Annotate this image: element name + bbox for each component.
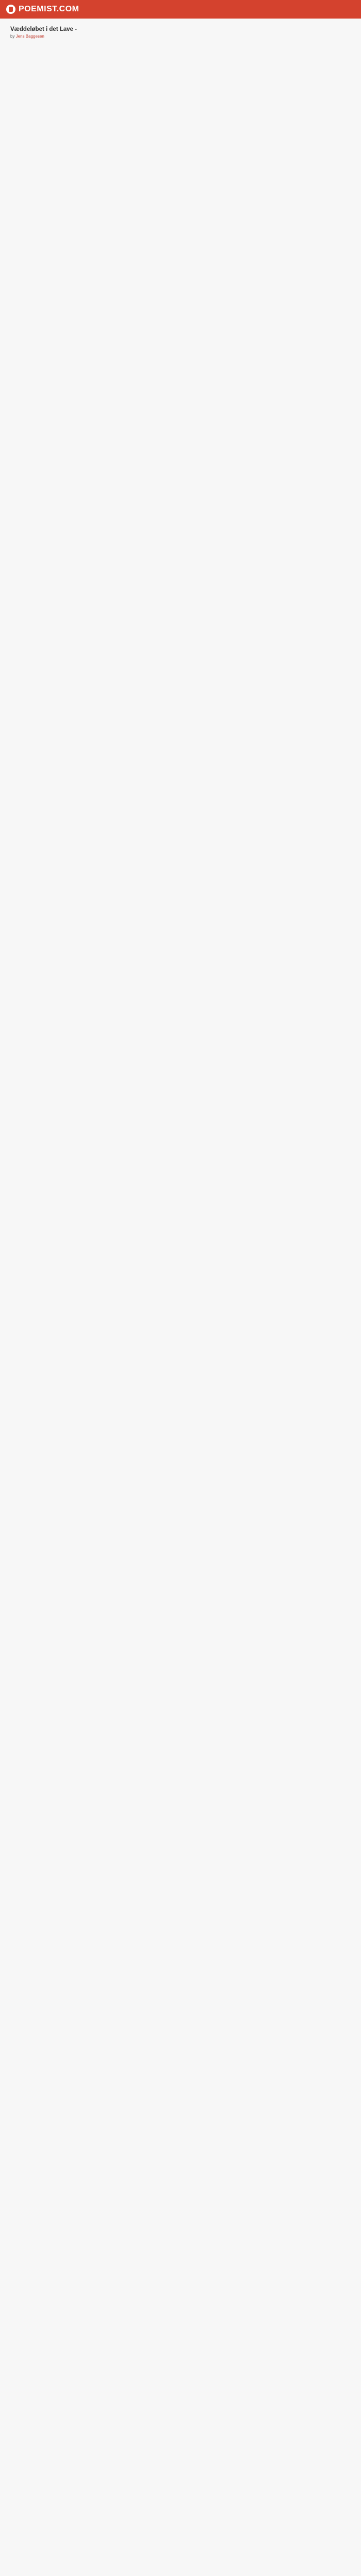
poem-body	[10, 44, 93, 2576]
poem-title-block	[10, 26, 93, 39]
poem-title: Væddeløbet i det Lave -	[10, 26, 77, 32]
logo-text: POEMIST.COM	[19, 5, 79, 13]
site-logo[interactable]	[6, 5, 79, 14]
author-link[interactable]: Jens Baggesen	[15, 34, 44, 39]
author-prefix: by	[10, 34, 15, 39]
site-header	[0, 0, 361, 19]
poemist-logo-icon	[6, 5, 15, 14]
poem-content	[10, 19, 93, 2576]
poem-byline	[10, 34, 93, 39]
